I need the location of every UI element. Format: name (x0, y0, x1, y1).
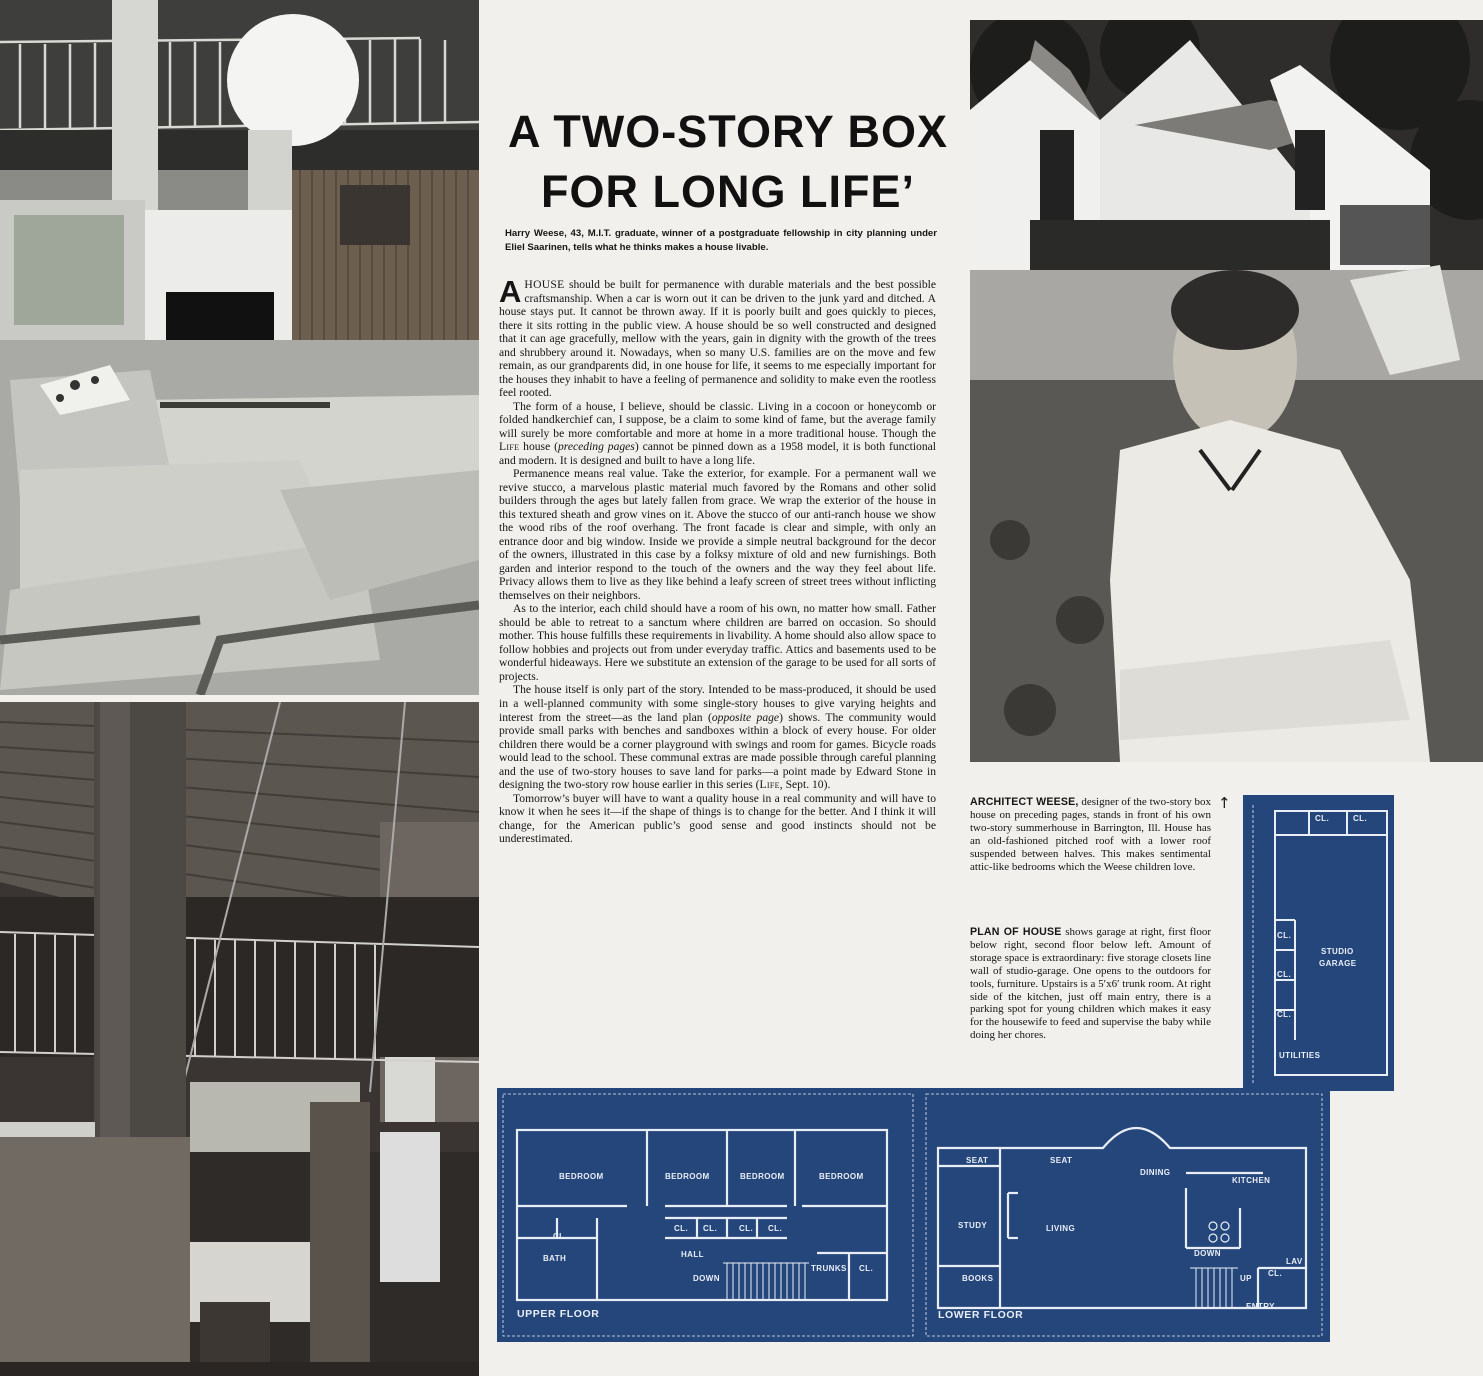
upper-bedroom-2: BEDROOM (665, 1172, 710, 1181)
architect-caption-lead: ARCHITECT WEESE, (970, 796, 1079, 808)
text-run: house ( (519, 440, 558, 454)
paragraph-2 (499, 400, 936, 468)
article-body (499, 274, 937, 846)
text-run: opposite page (711, 710, 780, 724)
text-run: preceding pages (557, 440, 635, 454)
upper-floor-plan (497, 1088, 919, 1342)
paragraph-3: Permanence means real value. Take the exterior, for example. For a permanent wall we revive stucco, a marvelous plastic material much favored by the Romans and other solid builders through the ages but lately fallen from grace. We wrap the exterior of the house in this textured sheath and grow vines on it. Above the stucco of our anti-ranch house we show the wood ribs of the roof overhang. The front facade is clear and simple, with only an entrance door and big window. Inside we provide a simple neutral background for the decor of the owners, illustrated in this case by a folksy mixture of old and new furnishings. Both garden and interior respond to the touch of the owners and the way they feel about life. Privacy allows them to live as they like behind a leafy screen of street trees without inflicting themselves on their neighbors. (499, 467, 936, 602)
headline (498, 102, 958, 222)
upper-floor-title: UPPER FLOOR (517, 1308, 600, 1320)
drop-cap: A (499, 274, 522, 309)
entry-label: ENTRY (1246, 1302, 1275, 1311)
lower-down-label: DOWN (1194, 1249, 1221, 1258)
trunks-label: TRUNKS (811, 1264, 847, 1273)
garage-closet-3: CL. (1277, 931, 1292, 940)
architect-caption (970, 796, 1211, 873)
lower-up-label: UP (1240, 1274, 1252, 1283)
upper-closet-6: CL. (859, 1264, 874, 1273)
lower-seat-1: SEAT (966, 1156, 989, 1165)
text-run: , Sept. 10). (779, 778, 831, 792)
upper-closet-2: CL. (674, 1224, 689, 1233)
hall-label: HALL (681, 1250, 704, 1259)
lower-seat-2: SEAT (1050, 1156, 1073, 1165)
text-run: designer of the two-story box house on preceding pages, stands in front of his own two-story summerhouse in Barrington, Ill. House has an old-fashioned pitched roof with a lower roof suspended between halves. This makes sentimental attic-like bedrooms which the Weese children love. (970, 796, 1212, 873)
utilities-label: UTILITIES (1279, 1051, 1321, 1060)
upper-closet-1: CL. (553, 1232, 568, 1241)
paragraph-4: As to the interior, each child should have a room of his own, no matter how small. Father should be able to retreat to a sanctum where children are barred on occasion. So should mother. This house fulfills these requirements in livability. A home should also allow space to follow hobbies and projects out from under everyday traffic. Attics and basements used to be wonderful hideaways. Here we substitute an extension of the garage to be used for all sorts of projects. (499, 602, 936, 683)
garage-label: GARAGE (1319, 959, 1357, 968)
kitchen-label: KITCHEN (1232, 1176, 1271, 1185)
text-run: Life (499, 440, 520, 454)
interior-hall-photo (0, 702, 479, 1376)
lower-closet-label: CL. (1268, 1269, 1283, 1278)
garage-closet-1: CL. (1315, 814, 1330, 823)
study-label: STUDY (958, 1221, 988, 1230)
upper-closet-3: CL. (703, 1224, 718, 1233)
arrow-up-icon: ↑ (1218, 794, 1231, 812)
garage-plan-lines (1243, 795, 1394, 1091)
garage-plan (1243, 795, 1394, 1091)
paragraph-1 (499, 274, 936, 400)
garage-closet-4: CL. (1277, 970, 1292, 979)
upper-closet-4: CL. (739, 1224, 754, 1233)
plan-caption (970, 926, 1211, 1042)
text-run: should be built for permanence with durable materials and the best possible craftsmanship. When a car is worn out it can be driven to the junk yard and ditched. A house stays put. It cannot be thrown away. If it is poorly built and goes quickly to pieces, there it sits rotting in the public view. A house should be so well constructed and designed that it can age gracefully, mellow with the years, gain in dignity with the growth of the trees and shrubbery around it. Nowadays, when so many U.S. families are on the move and few remain, as our grandparents did, in one house for life, it seems to me especially important for the houses they inhabit to have a feeling of permanence and solidity to make even the rootless feel rooted. (499, 278, 936, 400)
lower-floor-title: LOWER FLOOR (938, 1309, 1024, 1321)
living-room-photo (0, 0, 479, 695)
text-run: Life (759, 778, 780, 792)
paragraph-6: Tomorrow’s buyer will have to want a quality house in a real community and will have to know it when he sees it—if the shape of things is to change for the better. And I think it will change, for the American public’s good sense and good instincts should not be underestimated. (499, 791, 936, 846)
text-run: shows garage at right, first floor below right, second floor below left. Amount of storage space is extraordinary: five storage closets line wall of studio-garage. One opens to the outdoors for tools, furniture. Upstairs is a 5′x6′ trunk room. At right side of the kitchen, just off main entry, there is a parking spot for young children which makes it easy for the housewife to feed and supervise the baby while doing her chores. (970, 926, 1211, 1042)
upper-bedroom-1: BEDROOM (559, 1172, 604, 1181)
garage-closet-5: CL. (1277, 1010, 1292, 1019)
plan-caption-lead: PLAN OF HOUSE (970, 926, 1062, 938)
upper-floor-plan-lines (497, 1088, 919, 1342)
text-run: ) cannot be pinned down as a 1958 model, it is both functional and modern. It is designed and built to have a long life. (499, 440, 937, 467)
upper-down-label: DOWN (693, 1274, 720, 1283)
upper-bedroom-4: BEDROOM (819, 1172, 864, 1181)
architect-portrait-photo (970, 20, 1483, 762)
deck-text: Harry Weese, 43, M.I.T. graduate, winner of a postgraduate fellowship in city planning under Eliel Saarinen, tells what he thinks makes a house livable. (505, 228, 937, 253)
text-run: ) shows. The community would provide small parks with benches and sandboxes within a block of every house. For older children there would be a corner playground with swings and room for games. Bicycle roads would lead to the school. These communal extras are made possible through careful planning and the use of two-story houses to save land for parks—a point made by Edward Stone in designing the two-story row house earlier in this series ( (499, 710, 936, 792)
living-label: LIVING (1046, 1224, 1076, 1233)
upper-closet-5: CL. (768, 1224, 783, 1233)
lav-label: LAV (1286, 1257, 1303, 1266)
text-run: The house itself is only part of the story. Intended to be mass-produced, it should be used in a well-planned community with some single-story houses to give varying heights and interest from the street—as the land plan ( (499, 683, 936, 724)
garage-closet-2: CL. (1353, 814, 1368, 823)
headline-line-1: A TWO-STORY BOX (507, 106, 949, 157)
dining-label: DINING (1140, 1168, 1171, 1177)
books-label: BOOKS (962, 1274, 994, 1283)
lower-floor-plan (918, 1088, 1330, 1342)
headline-line-2: FOR LONG LIFE’ (541, 166, 915, 217)
paragraph-5 (499, 683, 936, 791)
studio-label: STUDIO (1321, 947, 1354, 956)
text-run: The form of a house, I believe, should be classic. Living in a cocoon or honeycomb or folded handkerchief can, I suppose, be a claim to some kind of fame, but the average family will surely be more comfortable and more at home in a more traditional house. Though the (499, 399, 936, 440)
bath-label: BATH (543, 1254, 567, 1263)
lead-word: HOUSE (524, 278, 565, 291)
upper-bedroom-3: BEDROOM (740, 1172, 785, 1181)
